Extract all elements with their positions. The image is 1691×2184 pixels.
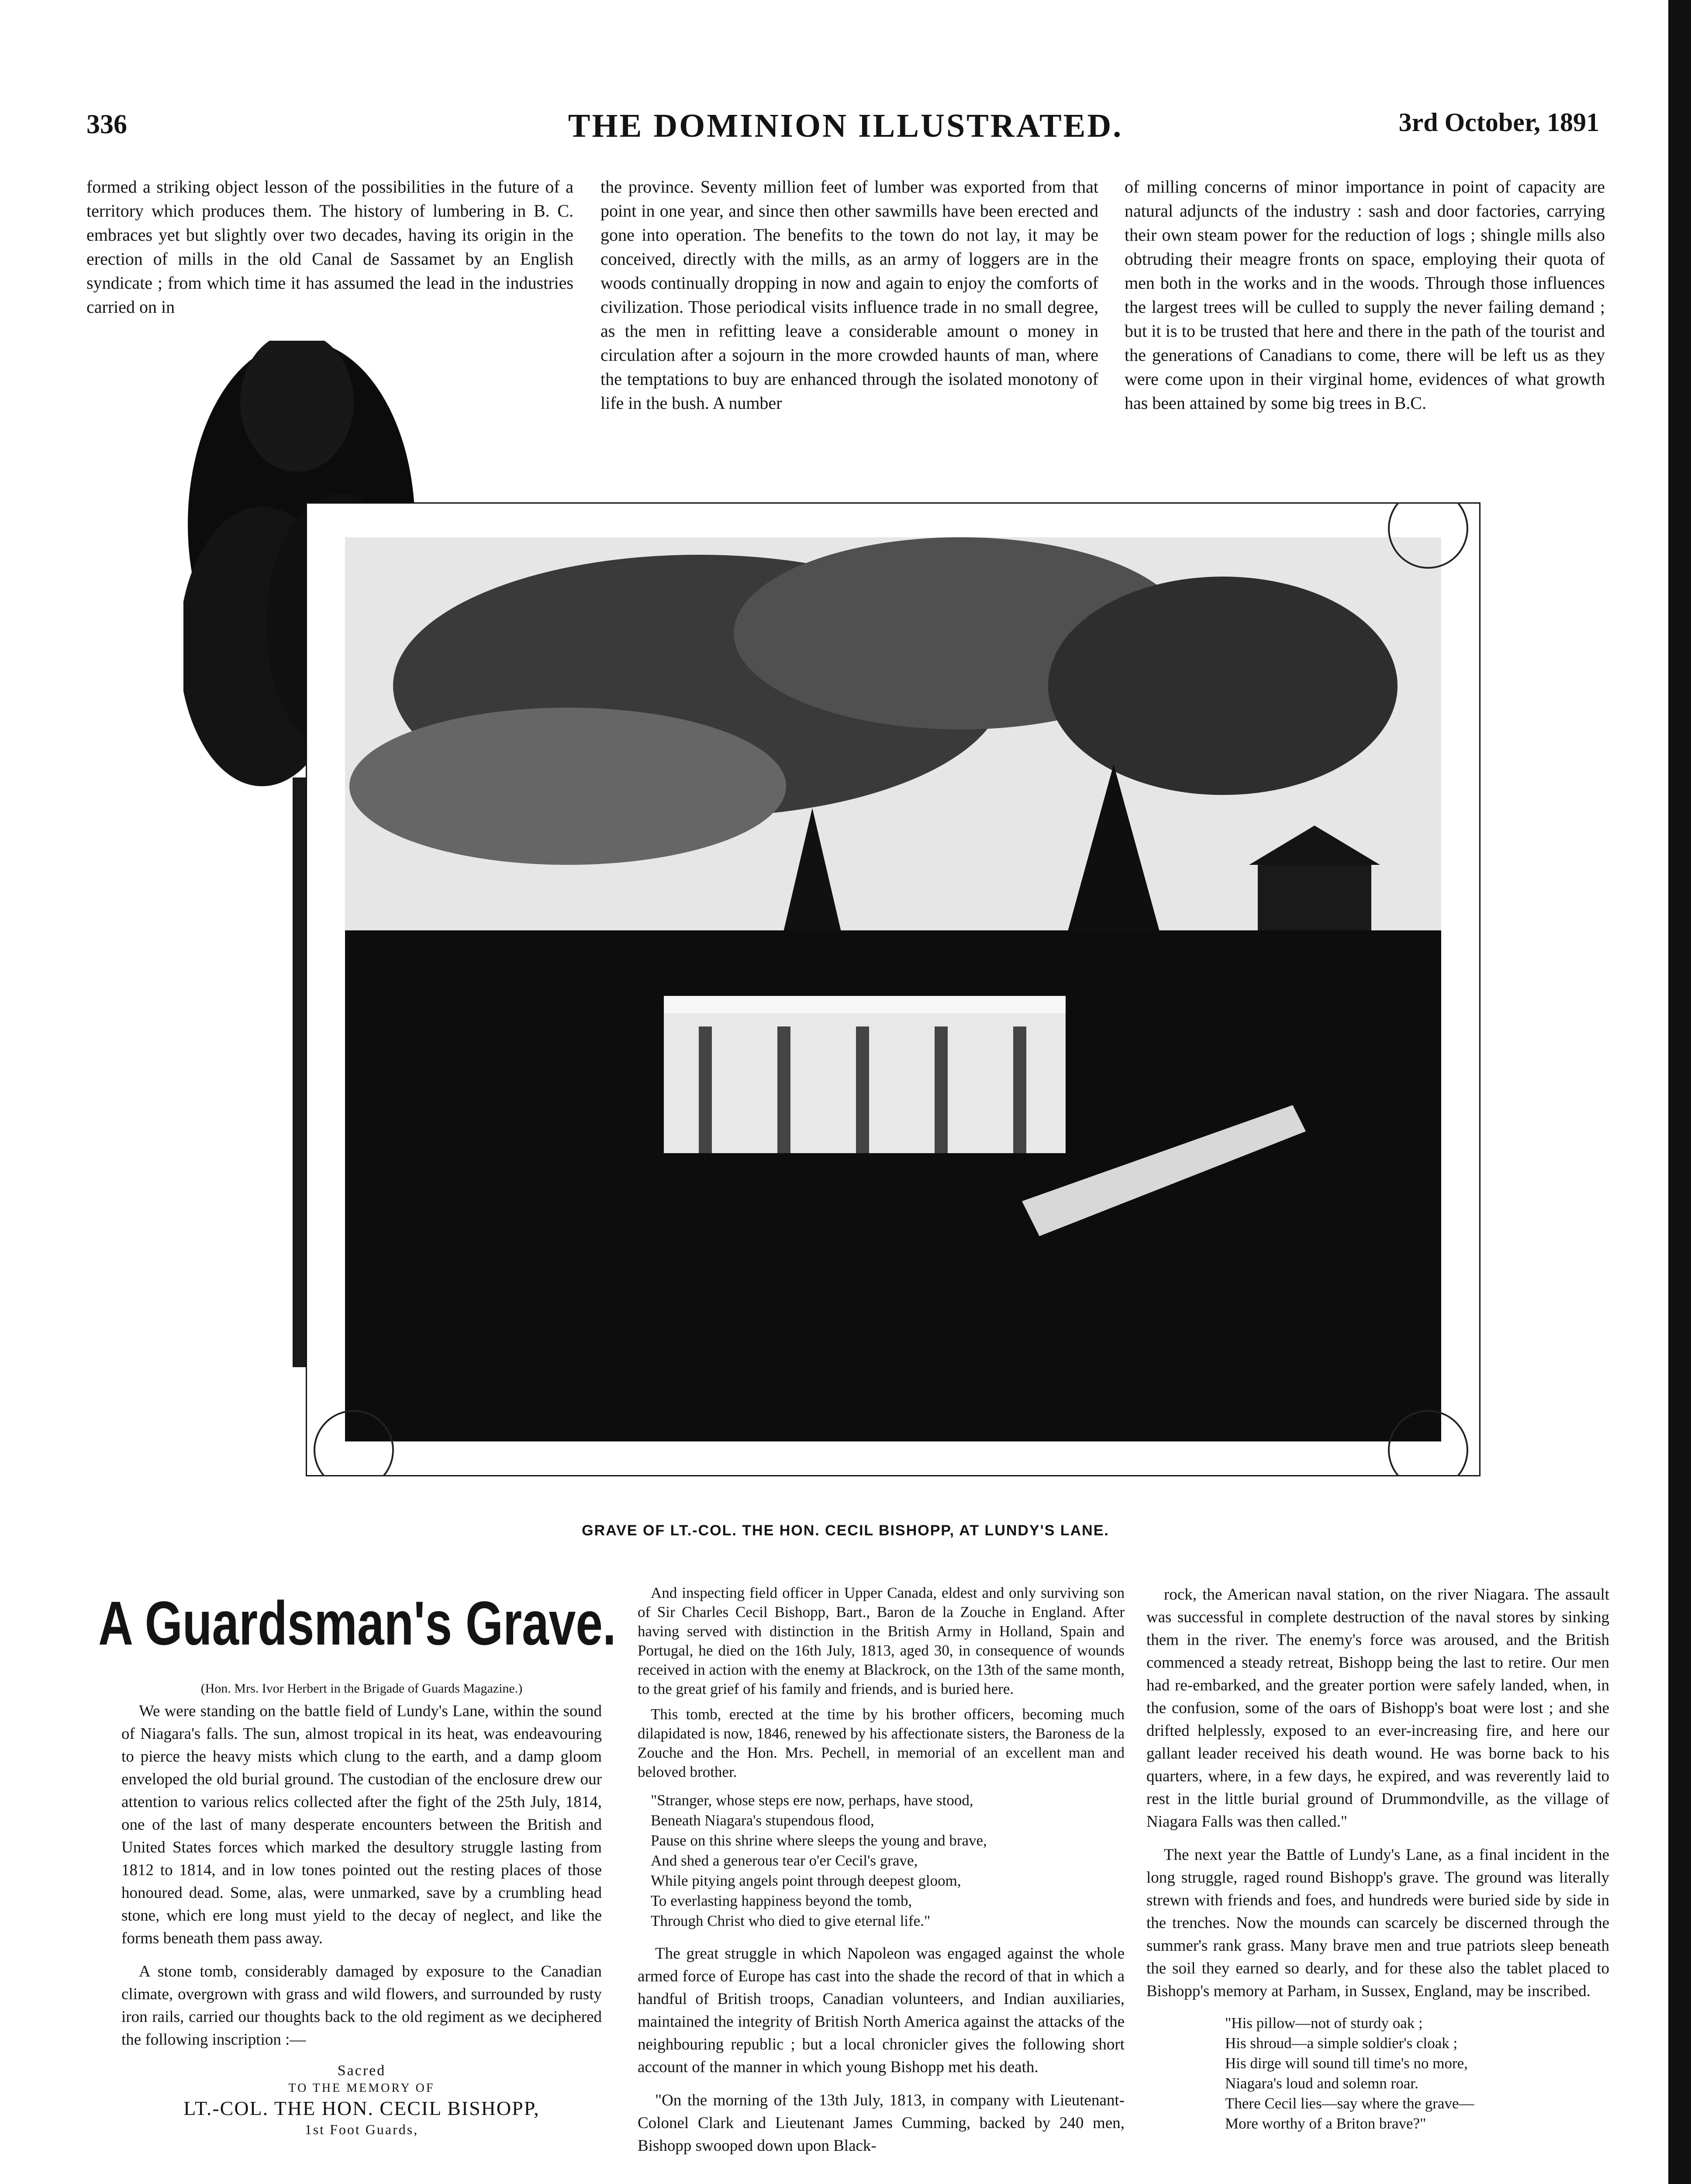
article-title: A Guardsman's Grave.: [98, 1589, 616, 1658]
article-paragraph: A stone tomb, considerably damaged by exposure to the Canadian climate, overgrown with grass and wild flowers, and surrounded by rusty iron rails, carried our thoughts back to the old regiment as we deciphered the following inscription :—: [121, 1963, 602, 2049]
poem-line: Through Christ who died to give eternal life.": [651, 1912, 931, 1929]
top-article-column-2: [600, 175, 1098, 415]
poem-line: While pitying angels point through deepest gloom,: [651, 1872, 961, 1889]
inscription-line: Sacred: [337, 2063, 386, 2079]
top-article-text: the province. Seventy million feet of lumber was exported from that point in one year, and since then other sawmills have been erected and gone into operation. The benefits to the town do not lay, it may be conceived, directly with the mills, as an army of loggers are in the woods continually dropping in now and again to enjoy the comforts of civilization. Those periodical visits influence trade in no small degree, as the men in refitting leave a considerable amount o money in circulation after a sojourn in the more crowded haunts of man, where the temptations to buy are enhanced through the isolated monotony of life in the bush. A number: [600, 177, 1098, 413]
article-paragraph: And inspecting field officer in Upper Canada, eldest and only surviving son of Sir Charles Cecil Bishopp, Bart., Baron de la Zouche in England. After having served with distinction in the British Army in Holland, Spain and Portugal, he died on the 16th July, 1813, aged 30, in consequence of wounds received in action with the enemy at Blackrock, on the 13th of the same month, to the great grief of his family and friends, and is buried here.: [638, 1584, 1125, 1697]
article-column-1: [121, 1677, 602, 2138]
grave-illustration: [306, 502, 1480, 1476]
article-paragraph: The next year the Battle of Lundy's Lane, as a final incident in the long struggle, raged round Bishopp's grave. The ground was literally strewn with friends and foes, and hundreds were buried side by side in the trenches. Now the mounds can scarcely be discerned through the summer's rank grass. Many brave men and true patriots sleep beneath the soil they earned so dearly, and for these also the tablet placed to Bishopp's memory at Parham, in Sussex, England, may be inscribed.: [1146, 1846, 1609, 2000]
article-paragraph: This tomb, erected at the time by his brother officers, becoming much dilapidated is now, 1846, renewed by his affectionate sisters, the Baroness de la Zouche and the Hon. Mrs. Pechell, in memorial of an excellent man and beloved brother.: [638, 1706, 1125, 1780]
issue-date: 3rd October, 1891: [1398, 108, 1599, 137]
poem-line: Beneath Niagara's stupendous flood,: [651, 1812, 874, 1829]
inscription-line: LT.-COL. THE HON. CECIL BISHOPP,: [183, 2097, 540, 2119]
publication-title: THE DOMINION ILLUSTRATED.: [568, 107, 1123, 144]
top-article-column-3: [1125, 175, 1605, 415]
poem-line: His dirge will sound till time's no more,: [1225, 2055, 1468, 2072]
article-column-2: [638, 1583, 1125, 2168]
closing-poem: [1225, 2013, 1609, 2134]
article-paragraph: The great struggle in which Napoleon was engaged against the whole armed force of Europe has cast into the shade the record of that in which a handful of British troops, Canadian volunteers, and Indian auxiliaries, maintained the integrity of British North America against the attacks of the neighbouring republic ; but a local chronicler gives the following short account of the manner in which young Bishopp met his death.: [638, 1945, 1125, 2076]
poem-line: His shroud—a simple soldier's cloak ;: [1225, 2035, 1458, 2052]
poem-line: To everlasting happiness beyond the tomb,: [651, 1892, 912, 1909]
inscription-line: 1st Foot Guards,: [304, 2122, 419, 2137]
page-edge-shadow: [1668, 0, 1691, 2184]
article-column-3: [1146, 1583, 1609, 2145]
poem-line: There Cecil lies—say where the grave—: [1225, 2095, 1474, 2112]
poem-line: More worthy of a Briton brave?": [1225, 2115, 1426, 2132]
article-paragraph: "On the morning of the 13th July, 1813, in company with Lieutenant-Colonel Clark and Lieutenant James Cumming, backed by 240 men, Bishopp swooped down upon Black-: [638, 2091, 1125, 2155]
top-article-text: formed a striking object lesson of the possibilities in the future of a territory which produces them. The history of lumbering in B. C. embraces yet but slightly over two decades, having its origin in the erection of mills in the old Canal de Sassamet by an English syndicate ; from which time it has assumed the lead in the industries carried on in: [86, 177, 573, 317]
page-number: 336: [86, 110, 127, 139]
article-paragraph: We were standing on the battle field of Lundy's Lane, within the sound of Niagara's falls. The sun, almost tropical in its heat, was endeavouring to pierce the heavy mists which clung to the earth, and a damp gloom enveloped the old burial ground. The custodian of the enclosure drew our attention to various relics collected after the fight of the 25th July, 1814, one of the last of many desperate encounters between the British and United States forces which marked the desultory struggle lasting from 1812 to 1814, and in low tones pointed out the resting places of those honoured dead. Some, alas, were unmarked, save by a crumbling head stone, which ere long must yield to the decay of neglect, and like the forms beneath them pass away.: [121, 1702, 602, 1947]
poem-line: "His pillow—not of sturdy oak ;: [1225, 2015, 1423, 2032]
illustration-caption: GRAVE OF LT.-COL. THE HON. CECIL BISHOPP, AT LUNDY'S LANE.: [582, 1522, 1109, 1539]
article-attribution: (Hon. Mrs. Ivor Herbert in the Brigade of Guards Magazine.): [200, 1681, 523, 1696]
poem-line: Niagara's loud and solemn roar.: [1225, 2075, 1418, 2092]
inscription-line: TO THE MEMORY OF: [288, 2081, 435, 2095]
epitaph-poem: [651, 1790, 1125, 1931]
article-paragraph: rock, the American naval station, on the river Niagara. The assault was successful in complete destruction of the naval stores by sinking them in the river. The enemy's force was aroused, and the British commenced a steady retreat, Bishopp being the last to retire. Our men had re-embarked, and the greater portion were safely landed, when, in the confusion, some of the oars of Bishopp's boat were lost ; and she drifted helplessly, exposed to an ever-increasing fire, and here our gallant leader received his death wound. He was borne back to his quarters, where, in a few days, he expired, and was reverently laid to rest in the little burial ground of Drummondville, as the village of Niagara Falls was then called.": [1146, 1586, 1609, 1831]
poem-line: And shed a generous tear o'er Cecil's grave,: [651, 1852, 918, 1869]
tomb-inscription: [121, 2062, 602, 2138]
poem-line: Pause on this shrine where sleeps the young and brave,: [651, 1832, 987, 1849]
top-article-text: of milling concerns of minor importance in point of capacity are natural adjuncts of the industry : sash and door factories, carrying their own steam power for the reduction of logs ; shingle mills also obtruding their meagre fronts on space, employing their quota of men both in the works and in the woods. Through those influences the largest trees will be culled to supply the never failing demand ; but it is to be trusted that here and there in the path of the tourist and the generations of Canadians to come, there will be left us as they were come upon in their virginal home, evidences of what growth has been attained by some big trees in B.C.: [1125, 177, 1605, 413]
top-article-column-1: [86, 175, 573, 319]
poem-line: "Stranger, whose steps ere now, perhaps, have stood,: [651, 1792, 973, 1809]
